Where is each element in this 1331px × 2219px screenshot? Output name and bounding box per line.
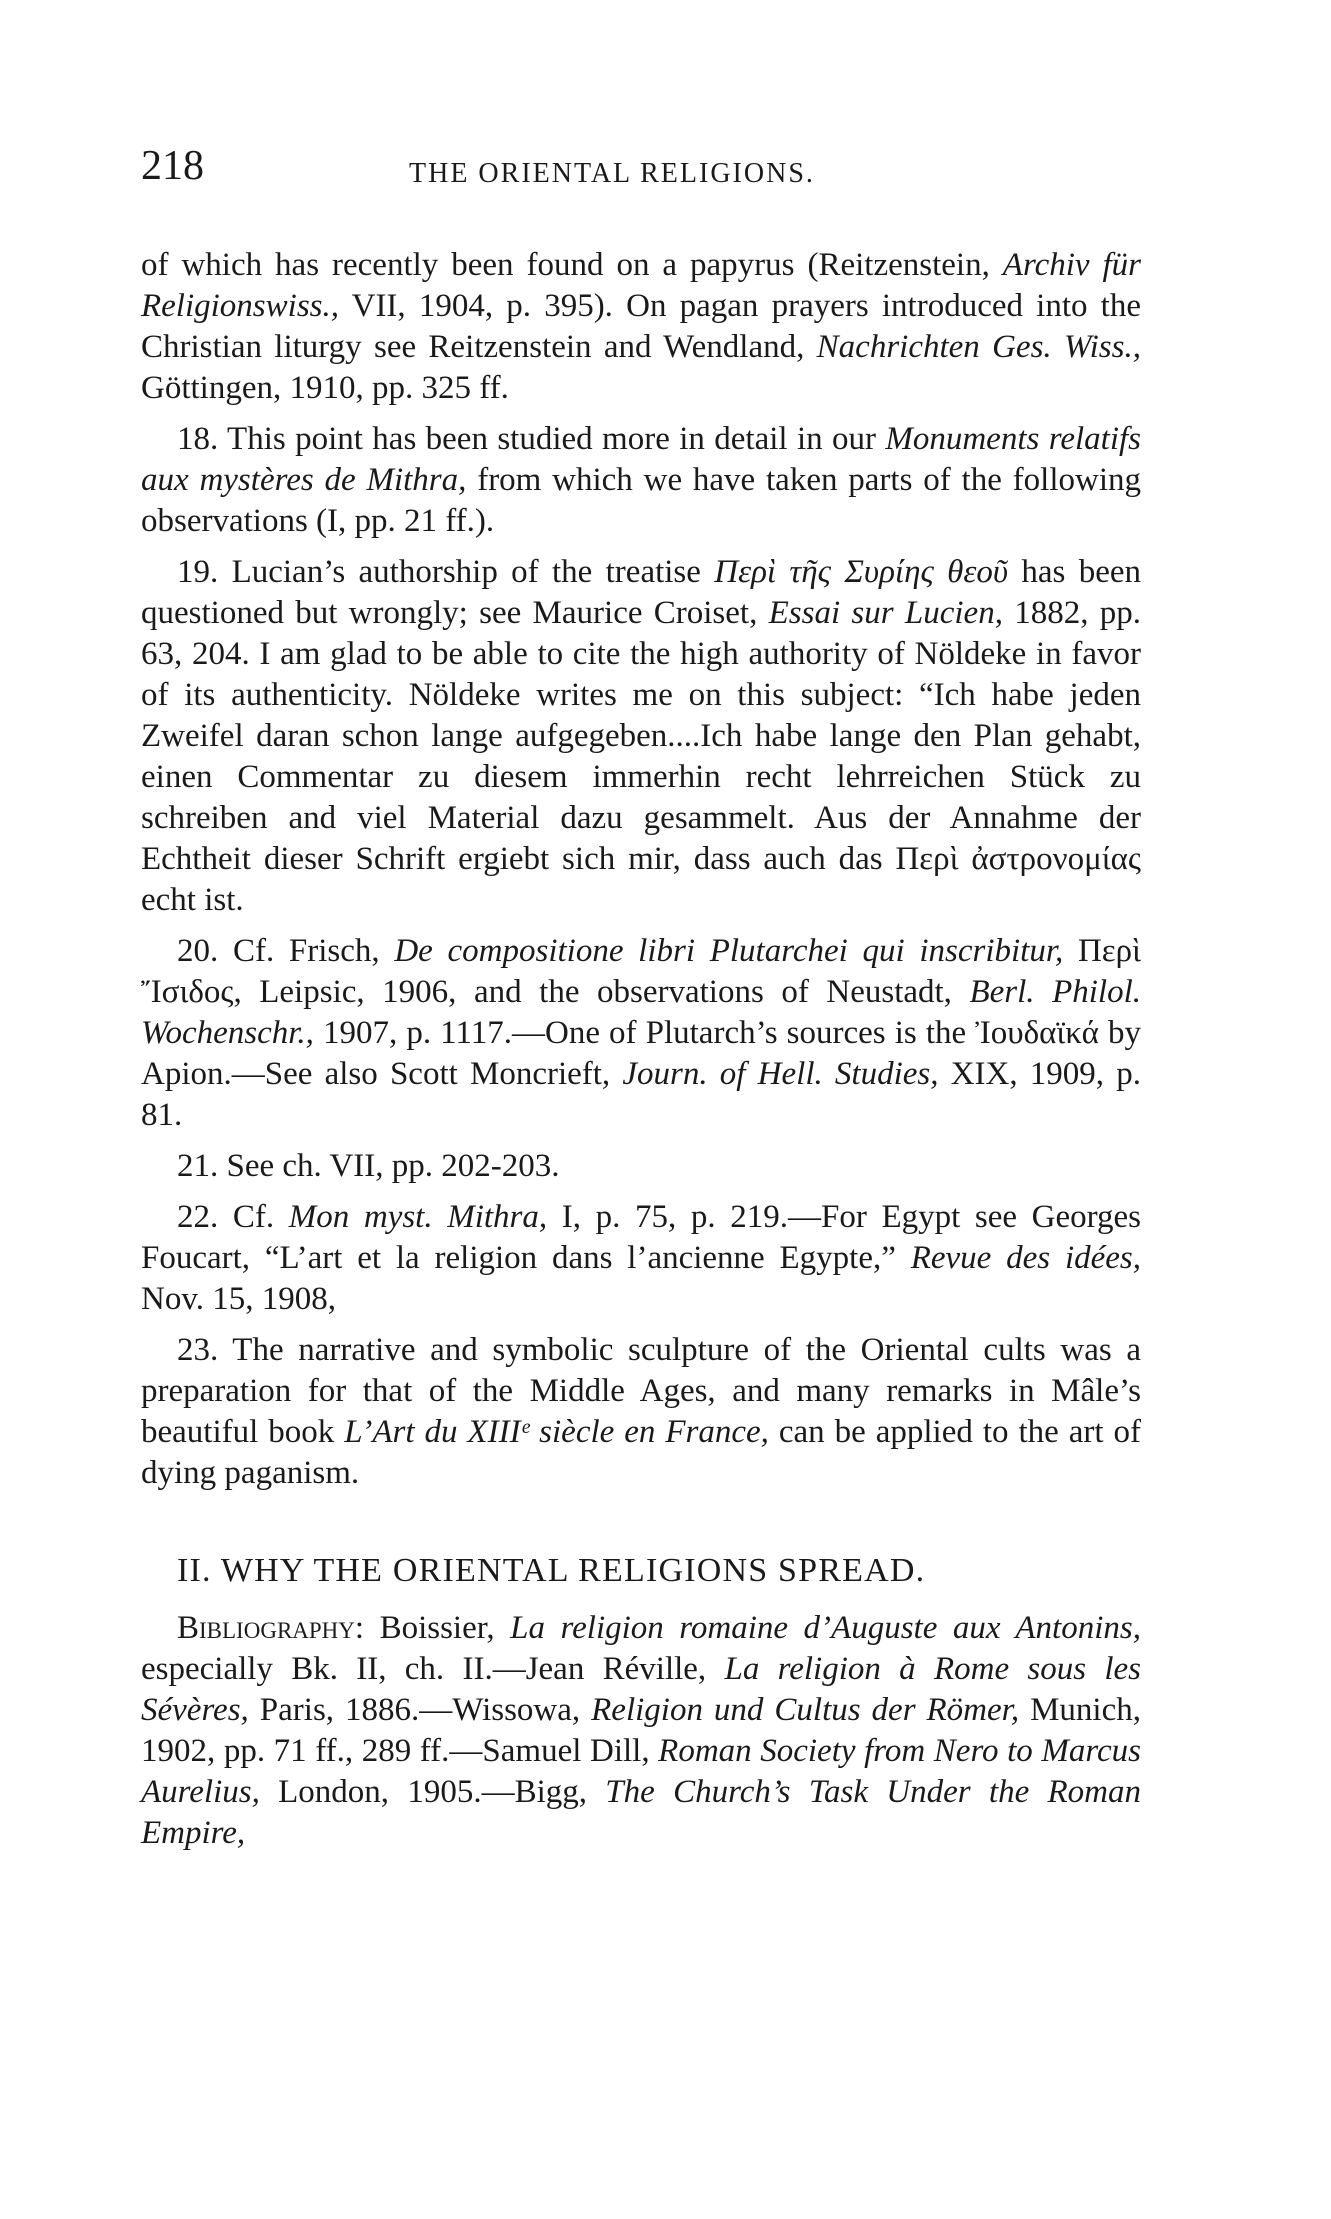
running-title: THE ORIENTAL RELIGIONS. bbox=[409, 158, 815, 189]
note-23: 23. The narrative and symbolic sculpture of the Oriental cults was a preparation for that of the Middle Ages, and many remarks in Mâle’s beautiful book L’Art du XIIIᵉ siècle en France, can be applied to the art of dying paganism. bbox=[141, 1332, 1141, 1491]
note-19: 19. Lucian’s authorship of the treatise Περὶ τῆς Συρίης θεοῦ has been questioned but wrongly; see Maurice Croiset, Essai sur Lucien, 1882, pp. 63, 204. I am glad to be able to cite the high authority of Nöldeke in favor of its authenticity. Nöldeke writes me on this subject: “Ich habe jeden Zweifel daran schon lange aufgegeben....Ich habe lange den Plan gehabt, einen Commentar zu diesem immerhin recht lehrreichen Stück zu schreiben and viel Material dazu gesammelt. Aus der Annahme der Echtheit dieser Schrift ergiebt sich mir, dass auch das Περὶ ἀστρονομίας echt ist. bbox=[141, 554, 1142, 918]
note-22: 22. Cf. Mon myst. Mithra, I, p. 75, p. 219.—For Egypt see Georges Foucart, “L’art et la religion dans l’ancienne Egypte,” Revue des idées, Nov. 15, 1908, bbox=[141, 1199, 1142, 1317]
note-21: 21. See ch. VII, pp. 202-203. bbox=[177, 1148, 560, 1184]
page-number: 218 bbox=[141, 143, 204, 189]
bibliography-label: Bibliography bbox=[177, 1610, 355, 1646]
page-header bbox=[141, 142, 1141, 202]
page-body bbox=[141, 245, 1141, 1854]
note-18: 18. This point has been studied more in detail in our Monuments relatifs aux mystères de Mithra, from which we have taken parts of the following observations (I, pp. 21 ff.). bbox=[141, 421, 1141, 539]
note-20: 20. Cf. Frisch, De compositione libri Plutarchei qui inscribitur, Περὶ Ἴσιδος, Leipsic, 1906, and the observations of Neustadt, Berl. Philol. Wochenschr., 1907, p. 1117.—One of Plutarch’s sources is the Ἰουδαϊκά by Apion.—See also Scott Moncrieft, Journ. of Hell. Studies, XIX, 1909, p. 81. bbox=[141, 933, 1142, 1133]
bibliography-paragraph: Bibliography: Boissier, La religion romaine d’Auguste aux Antonins, especially Bk. II, ch. II.—Jean Réville, La religion à Rome sous les Sévères, Paris, 1886.—Wissowa, Religion und Cultus der Römer, Munich, 1902, pp. 71 ff., 289 ff.—Samuel Dill, Roman Society from Nero to Marcus Aurelius, London, 1905.—Bigg, The Church’s Task Under the Roman Empire, bbox=[141, 1610, 1141, 1851]
section-heading: II. WHY THE ORIENTAL RELIGIONS SPREAD. bbox=[177, 1552, 926, 1589]
note-continuation: of which has recently been found on a papyrus (Reitzenstein, Archiv für Religionswiss., VII, 1904, p. 395). On pagan prayers introduced into the Christian liturgy see Reitzenstein and Wendland, Nachrichten Ges. Wiss., Göttingen, 1910, pp. 325 ff. bbox=[141, 247, 1142, 406]
